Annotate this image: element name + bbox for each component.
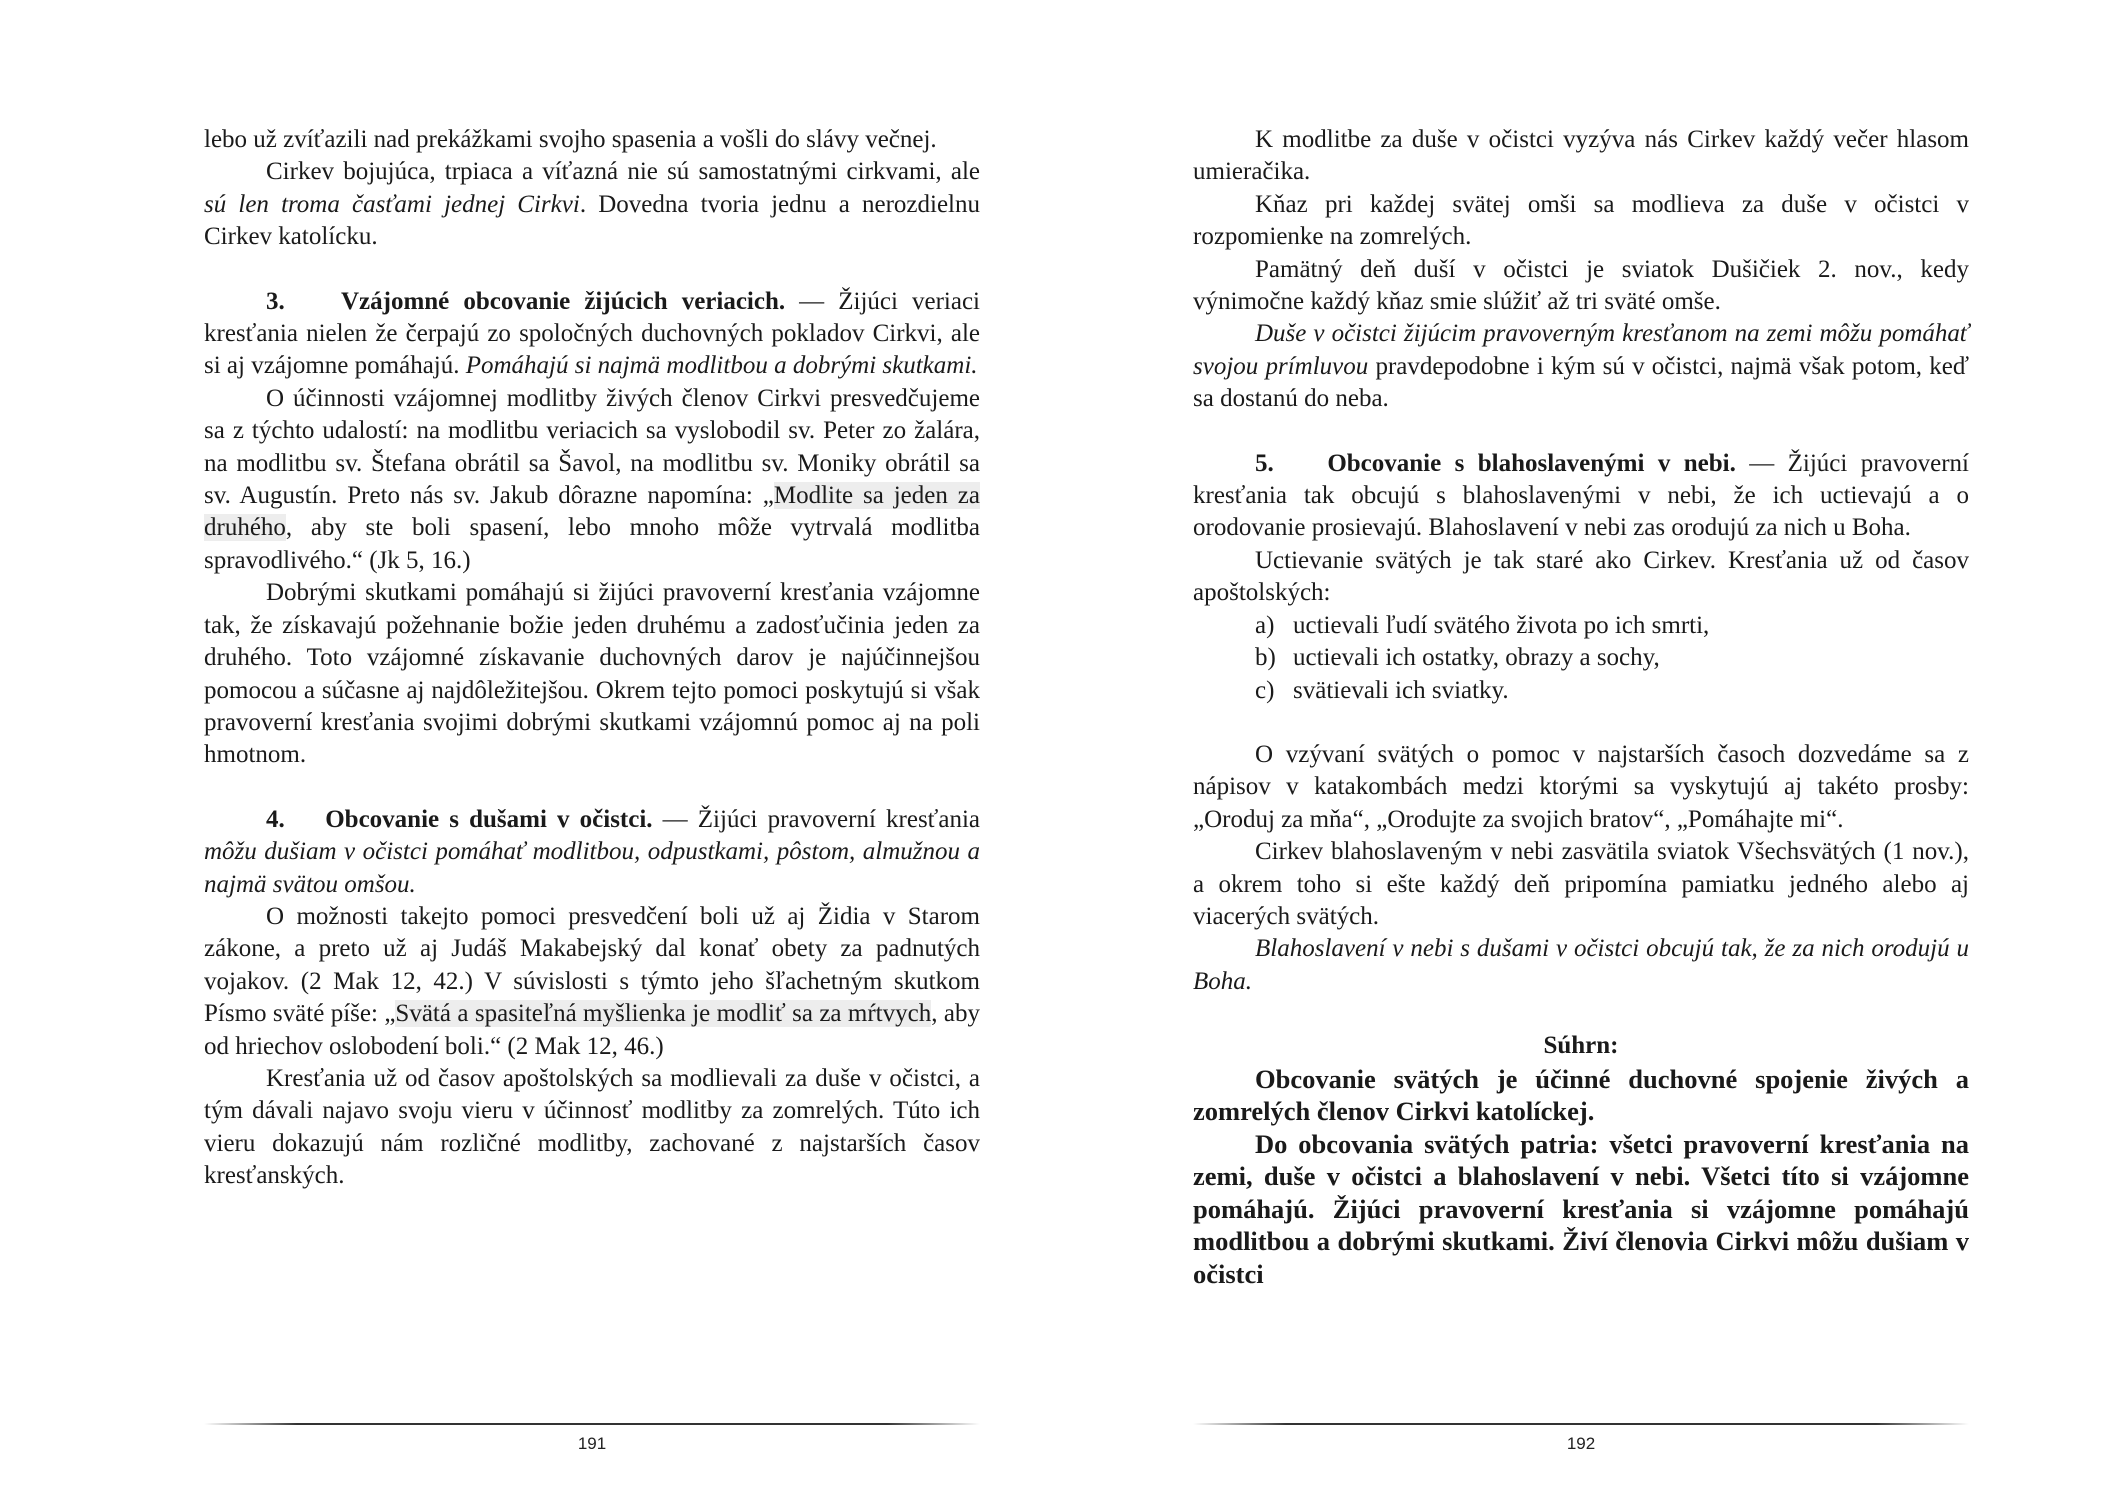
section-number: 3. (266, 287, 285, 315)
section-number: 4. (266, 805, 285, 833)
section-4: 4. Obcovanie s dušami v očistci. — Žijúci pravoverní kresťania môžu dušiam v očistci pomáhať modlitbou, odpustkami, pôstom, almužnou a najmä svätou omšou. (204, 805, 980, 898)
paragraph: Kresťania už od časov apoštolských sa modlievali za duše v očistci, a tým dávali najavo svoju vieru v účinnosť modlitby za zomrelých. Túto ich vieru dokazujú nám rozličné modlitby, zachované z najstarších časov kresťanských. (204, 1064, 980, 1190)
paragraph: Kňaz pri každej svätej omši sa modlieva za duše v očistci v rozpomienke na zomrelých. (1193, 190, 1969, 251)
footer-rule (1193, 1423, 1969, 1425)
paragraph: K modlitbe za duše v očistci vyzýva nás Cirkev každý večer hlasom umieračika. (1193, 126, 1969, 186)
paragraph: Blahoslavení v nebi s dušami v očistci obcujú tak, že za nich orodujú u Boha. (1193, 935, 1969, 995)
section-number: 5. (1255, 449, 1274, 477)
paragraph: Cirkev blahoslaveným v nebi zasvätila sviatok Všechsvätých (1 nov.), a okrem toho si ešte každý deň pripomína pamiatku jedného alebo aj viacerých svätých. (1193, 838, 1969, 930)
list-item: b) uctievali ich ostatky, obrazy a sochy, (1255, 644, 1660, 672)
left-page-footer (204, 1423, 980, 1454)
section-3: 3. Vzájomné obcovanie žijúcich veriacich. — Žijúci veriaci kresťania nielen že čerpajú zo spoločných duchovných pokladov Cirkvi, ale si aj vzájomne pomáhajú. Pomáhajú si najmä modlitbou a dobrými skutkami. (204, 287, 980, 380)
footer-rule (204, 1423, 980, 1425)
right-page (1193, 124, 1969, 1290)
page-number: 192 (1566, 1434, 1596, 1453)
paragraph: lebo už zvíťazili nad prekážkami svojho spasenia a vošli do slávy večnej. (204, 126, 937, 153)
right-page-footer (1193, 1423, 1969, 1454)
highlighted-quote: Svätá a spasiteľná myšlienka je modliť sa za mŕtvych (395, 1000, 932, 1028)
list-item: a) uctievali ľudí svätého života po ich smrti, (1255, 611, 1710, 639)
summary-paragraph: Obcovanie svätých je účinné duchovné spojenie živých a zomrelých členov Cirkvi katolíckej. (1193, 1063, 1969, 1127)
summary-paragraph: Do obcovania svätých patria: všetci pravoverní kresťania na zemi, duše v očistci a blahoslavení v nebi. Všetci títo si vzájomne pomáhajú. Žijúci pravoverní kresťania si vzájomne pomáhajú modlitbou a dobrými skutkami. Živí členovia Cirkvi môžu dušiam v očistci (1193, 1128, 1969, 1289)
paragraph: O možnosti takejto pomoci presvedčení boli už aj Židia v Starom zákone, a preto už aj Judáš Makabejský dal konať obety za padnutých vojakov. (2 Mak 12, 42.) V súvislosti s týmto jeho šľachetným skutkom Písmo sväté píše: „Svätá a spasiteľná myšlienka je modliť sa za mŕtvych, aby od hriechov oslobodení boli.“ (2 Mak 12, 46.) (204, 902, 980, 1060)
paragraph: Cirkev bojujúca, trpiaca a víťazná nie sú samostatnými cirkvami, ale sú len troma časťami jednej Cirkvi. Dovedna tvoria jednu a nerozdielnu Cirkev katolícku. (204, 158, 981, 251)
section-5: 5. Obcovanie s blahoslavenými v nebi. — Žijúci pravoverní kresťania tak obcujú s blahoslavenými v nebi, že ich uctievajú a o orodovanie prosievajú. Blahoslavení v nebi zas orodujú za nich u Boha. (1193, 449, 1970, 542)
list-item: c) svätievali ich sviatky. (1255, 676, 1509, 704)
saints-veneration-list (1193, 610, 1969, 707)
paragraph: Uctievanie svätých je tak staré ako Cirkev. Kresťania už od časov apoštolských: (1193, 546, 1969, 607)
section-title: Obcovanie s dušami v očistci. (325, 805, 653, 833)
paragraph: O účinnosti vzájomnej modlitby živých členov Cirkvi presvedčujeme sa z týchto udalostí: na modlitbu veriacich sa vyslobodil sv. Peter zo žalára, na modlitbu sv. Štefana obrátil sa Šavol, na modlitbu sv. Moniky obrátil sa sv. Augustín. Preto nás sv. Jakub dôrazne napomína: „Modlite sa jeden za druhého, aby ste boli spasení, lebo mnoho môže vytrvalá modlitba spravodlivého.“ (Jk 5, 16.) (204, 384, 980, 574)
paragraph: Dobrými skutkami pomáhajú si žijúci pravoverní kresťania vzájomne tak, že získavajú požehnanie božie jeden druhému a zadosťučinia jeden za druhého. Toto vzájomné získavanie duchovných darov je najúčinnejšou pomocou a súčasne aj najdôležitejšou. Okrem tejto pomoci poskytujú si však pravoverní kresťania svojimi dobrými skutkami vzájomnú pomoc aj na poli hmotnom. (204, 579, 980, 769)
section-title: Vzájomné obcovanie žijúcich veriacich. (340, 287, 786, 315)
section-title: Obcovanie s blahoslavenými v nebi. (1327, 449, 1736, 477)
paragraph: O vzývaní svätých o pomoc v najstarších časoch dozvedáme sa z nápisov v katakombách medzi ktorými sa vyskytujú aj takéto prosby: „Oroduj za mňa“, „Orodujte za svojich bratov“, „Pomáhajte mi“. (1193, 740, 1969, 833)
highlighted-quote: Modlite sa jeden za druhého (204, 482, 980, 542)
summary-title: Súhrn: (1543, 1032, 1619, 1060)
paragraph: Pamätný deň duší v očistci je sviatok Dušičiek 2. nov., kedy výnimočne každý kňaz smie slúžiť až tri sväté omše. (1193, 255, 1969, 316)
left-page (204, 124, 980, 1193)
paragraph: Duše v očistci žijúcim pravoverným kresťanom na zemi môžu pomáhať svojou prímluvou pravdepodobne i kým sú v očistci, najmä však potom, keď sa dostanú do neba. (1193, 320, 1969, 413)
page-number: 191 (577, 1434, 607, 1453)
